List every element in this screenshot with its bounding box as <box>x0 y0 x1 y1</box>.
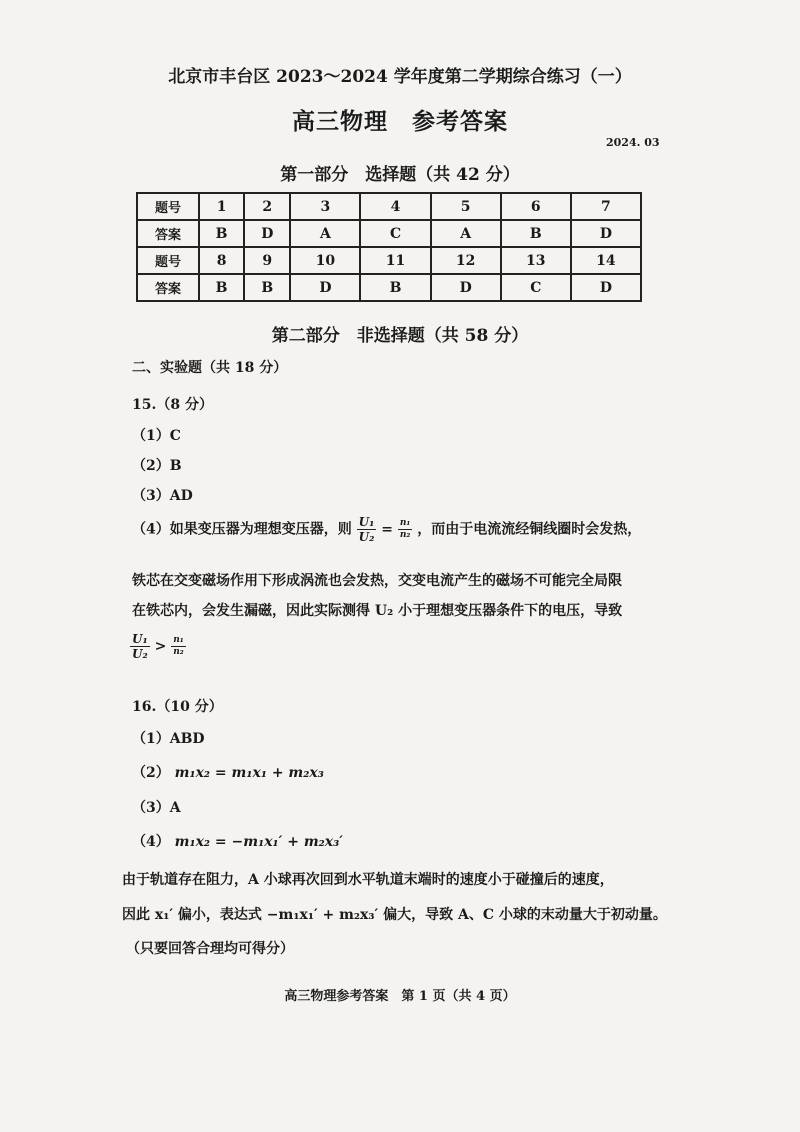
question-number: 3 <box>290 193 360 220</box>
question-number: 2 <box>244 193 290 220</box>
answer-cell: D <box>571 220 641 247</box>
row-label: 答案 <box>137 220 199 247</box>
q15-conclusion <box>130 633 186 660</box>
fraction-numerator: n₁ <box>399 518 411 528</box>
q16-answer-4 <box>132 831 343 851</box>
answer-cell: D <box>290 274 360 301</box>
question-number: 6 <box>501 193 571 220</box>
fraction-numerator: U₁ <box>358 515 375 529</box>
grading-note: （只要回答合理均可得分） <box>126 941 294 957</box>
row-label: 题号 <box>137 193 199 220</box>
q16-explanation-1: 由于轨道存在阻力，A 小球再次回到水平轨道末端时的速度小于碰撞后的速度， <box>122 872 614 888</box>
greater-than-sign: > <box>154 638 167 655</box>
q16-a4-label: （4） <box>132 834 170 850</box>
table-row <box>137 220 641 247</box>
fraction-denominator: U₂ <box>132 647 148 661</box>
fraction-numerator: U₁ <box>132 632 148 646</box>
answer-cell: B <box>199 220 244 247</box>
q15-answer-2: （2）B <box>132 458 182 474</box>
answer-cell: B <box>360 274 430 301</box>
table-row <box>137 247 641 274</box>
answer-cell: C <box>501 274 571 301</box>
answer-cell: D <box>571 274 641 301</box>
row-label: 题号 <box>137 247 199 274</box>
q15-answer-1: （1）C <box>132 428 181 444</box>
exam-header: 北京市丰台区 2023～2024 学年度第二学期综合练习（一） <box>168 67 632 87</box>
q15-heading: 15.（8 分） <box>132 397 213 413</box>
fraction-numerator: n₁ <box>173 635 184 645</box>
q15-line-3: 在铁芯内，会发生漏磁，因此实际测得 U₂ 小于理想变压器条件下的电压，导致 <box>132 603 623 619</box>
q16-explanation-2: 因此 x₁′ 偏小，表达式 −m₁x₁′ + m₂x₃′ 偏大，导致 A、C 小球的末动量大于初动量。 <box>122 907 667 923</box>
answer-cell: B <box>199 274 244 301</box>
q15-answer-4 <box>132 516 641 543</box>
question-number: 13 <box>501 247 571 274</box>
answer-cell: D <box>244 220 290 247</box>
turns-ratio-fraction <box>398 519 413 540</box>
table-row <box>137 193 641 220</box>
voltage-ratio-fraction <box>130 633 150 660</box>
answer-cell: A <box>290 220 360 247</box>
choice-answer-table <box>136 192 642 302</box>
q16-a2-label: （2） <box>132 765 170 781</box>
q15-a4-prefix: （4）如果变压器为理想变压器，则 <box>132 521 352 538</box>
q15-line-2: 铁芯在交变磁场作用下形成涡流也会发热，交变电流产生的磁场不可能完全局限 <box>132 573 622 589</box>
momentum-formula: m₁x₂ = −m₁x₁′ + m₂x₃′ <box>174 834 343 850</box>
question-number: 4 <box>360 193 430 220</box>
table-row <box>137 274 641 301</box>
q16-answer-1: （1）ABD <box>132 731 205 747</box>
answer-cell: A <box>431 220 501 247</box>
fraction-denominator: n₂ <box>173 647 184 657</box>
section-heading: 二、实验题（共 18 分） <box>132 360 288 376</box>
q15-answer-3: （3）AD <box>132 488 193 504</box>
answer-cell: B <box>501 220 571 247</box>
answer-cell: C <box>360 220 430 247</box>
page-footer: 高三物理参考答案 第 1 页（共 4 页） <box>284 989 516 1004</box>
fraction-denominator: U₂ <box>358 530 375 544</box>
question-number: 11 <box>360 247 430 274</box>
voltage-ratio-fraction <box>357 516 377 543</box>
question-number: 14 <box>571 247 641 274</box>
question-number: 5 <box>431 193 501 220</box>
question-number: 9 <box>244 247 290 274</box>
answer-cell: B <box>244 274 290 301</box>
q15-a4-suffix: ，而由于电流流经铜线圈时会发热， <box>417 521 642 538</box>
turns-ratio-fraction <box>171 636 186 657</box>
date-label: 2024. 03 <box>606 136 660 149</box>
momentum-formula: m₁x₂ = m₁x₁ + m₂x₃ <box>174 765 324 781</box>
part2-title: 第二部分 非选择题（共 58 分） <box>271 326 529 346</box>
question-number: 1 <box>199 193 244 220</box>
fraction-denominator: n₂ <box>399 530 411 540</box>
q16-heading: 16.（10 分） <box>132 699 223 715</box>
q16-answer-3: （3）A <box>132 800 181 816</box>
question-number: 12 <box>431 247 501 274</box>
equals-sign: = <box>381 521 393 538</box>
answer-cell: D <box>431 274 501 301</box>
page-title: 高三物理 参考答案 <box>292 108 508 135</box>
question-number: 8 <box>199 247 244 274</box>
question-number: 10 <box>290 247 360 274</box>
row-label: 答案 <box>137 274 199 301</box>
question-number: 7 <box>571 193 641 220</box>
q16-answer-2 <box>132 762 324 782</box>
part1-title: 第一部分 选择题（共 42 分） <box>280 165 520 185</box>
